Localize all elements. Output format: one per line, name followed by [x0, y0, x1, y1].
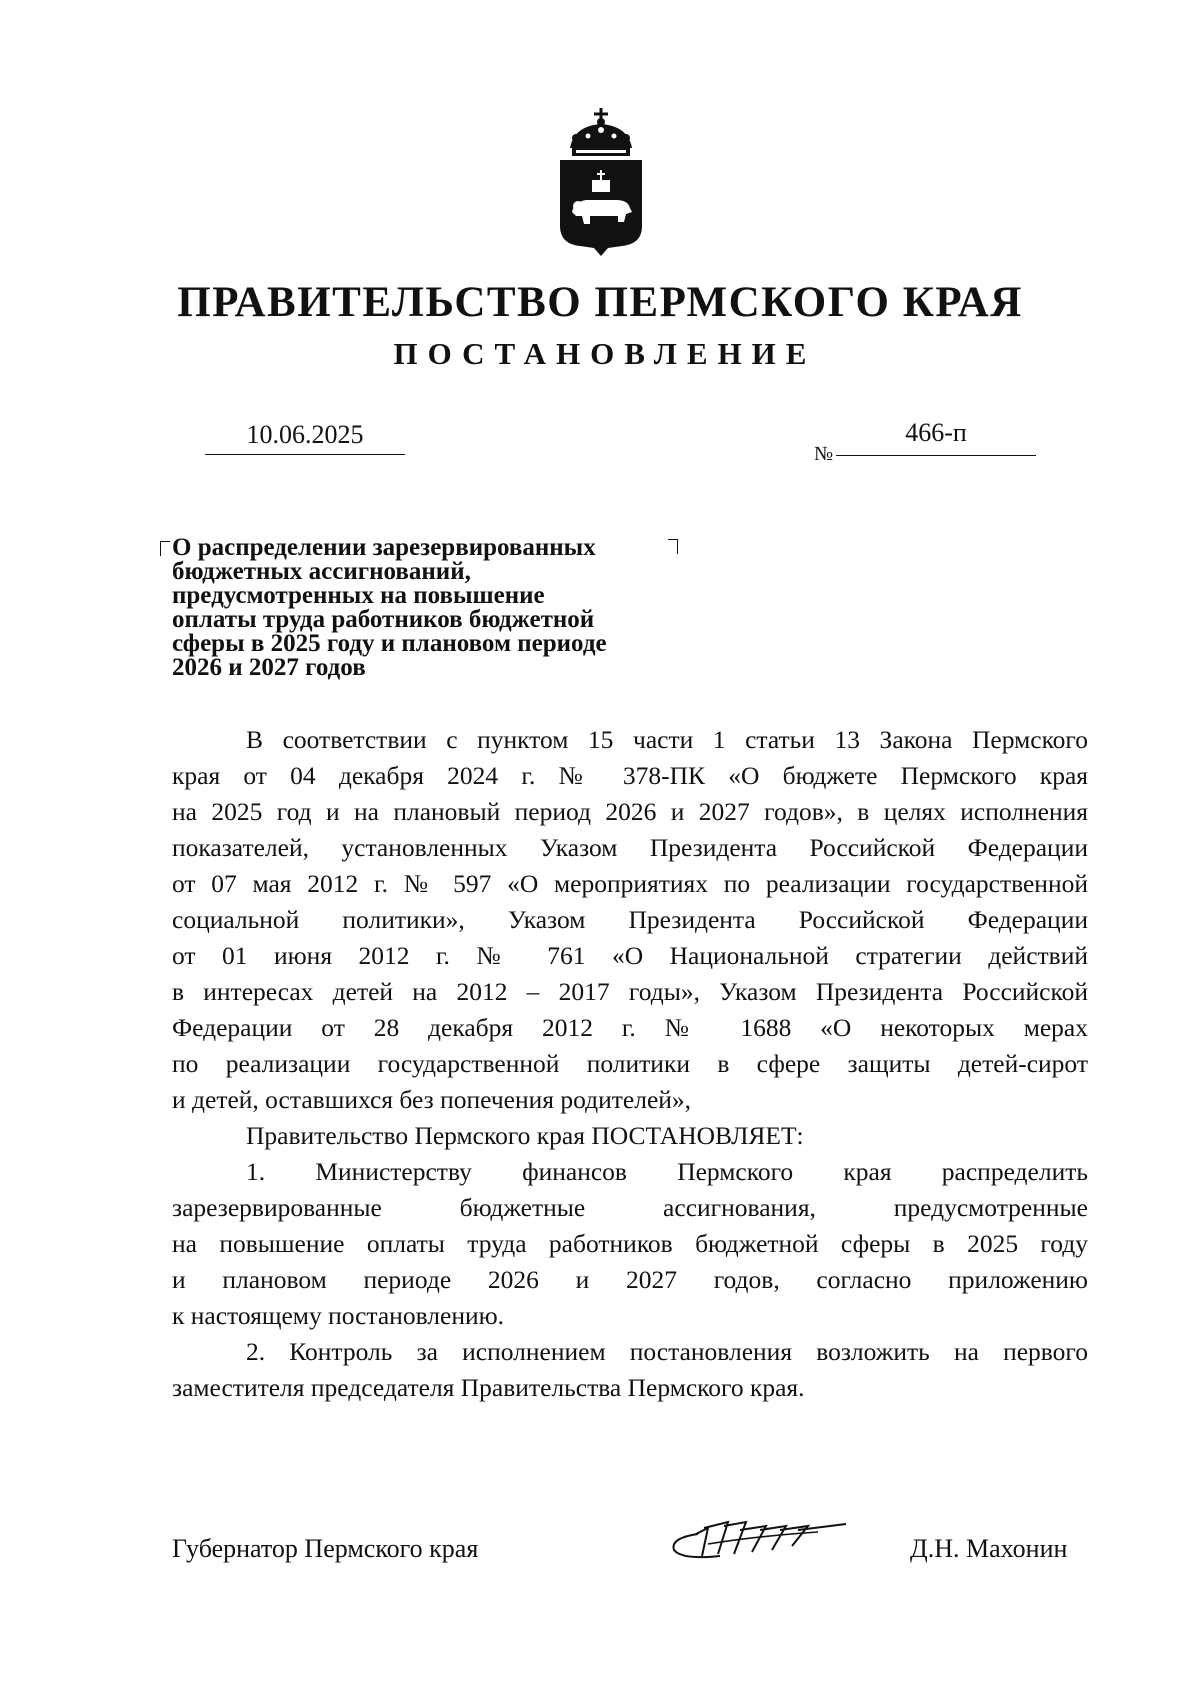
document-subject [172, 536, 672, 680]
date-underline [205, 454, 405, 455]
document-type: ПОСТАНОВЛЕНИЕ [393, 336, 817, 371]
handwritten-signature-icon [668, 1516, 854, 1562]
preamble-line: от 07 мая 2012 г. № 597 «О мероприятиях по реализации государственной [172, 869, 1088, 898]
document-body [172, 722, 1088, 1406]
signatory-position: Губернатор Пермского края [172, 1534, 479, 1563]
signatory-name: Д.Н. Махонин [910, 1534, 1068, 1563]
date-value: 10.06.2025 [246, 420, 364, 449]
subject-line: оплаты труда работников бюджетной [172, 606, 595, 633]
number-label: № [814, 443, 834, 465]
resolves-line: Правительство Пермского края ПОСТАНОВЛЯЕТ: [246, 1121, 804, 1150]
preamble-line: в интересах детей на 2012 – 2017 годы», Указом Президента Российской [172, 977, 1088, 1006]
subject-line: О распределении зарезервированных [172, 534, 596, 561]
preamble-line: социальной политики», Указом Президента Российской Федерации [172, 905, 1088, 934]
item2-line: заместителя председателя Правительства Пермского края. [172, 1373, 805, 1402]
item1-line: на повышение оплаты труда работников бюджетной сферы в 2025 году [172, 1229, 1088, 1258]
preamble-line: и детей, оставшихся без попечения родителей», [172, 1085, 692, 1114]
item1-line: зарезервированные бюджетные ассигнования, предусмотренные [172, 1193, 1088, 1222]
preamble-line: показателей, установленных Указом Президента Российской Федерации [172, 833, 1088, 862]
document-number [836, 418, 1036, 456]
preamble-line: по реализации государственной политики в сфере защиты детей-сирот [172, 1049, 1088, 1078]
preamble-line: края от 04 декабря 2024 г. № 378-ПК «О бюджете Пермского края [172, 761, 1088, 790]
item1-line: к настоящему постановлению. [172, 1301, 505, 1330]
preamble-line: от 01 июня 2012 г. № 761 «О Национальной стратегии действий [172, 941, 1088, 970]
subject-line: сферы в 2025 году и плановом периоде [172, 630, 607, 657]
preamble-line: Федерации от 28 декабря 2012 г. № 1688 «О некоторых мерах [172, 1013, 1088, 1042]
subject-line: 2026 и 2027 годов [172, 654, 366, 681]
subject-line: предусмотренных на повышение [172, 582, 545, 609]
item1-line: 1. Министерству финансов Пермского края распределить [246, 1157, 1088, 1186]
subject-line: бюджетных ассигнований, [172, 558, 471, 585]
item2-line: 2. Контроль за исполнением постановления возложить на первого [246, 1337, 1088, 1366]
perm-krai-coat-of-arms-icon [556, 108, 646, 258]
preamble-line: на 2025 год и на плановый период 2026 и 2027 годов», в целях исполнения [172, 797, 1088, 826]
number-value: 466-п [905, 418, 967, 447]
number-underline [836, 455, 1036, 456]
organization-title: ПРАВИТЕЛЬСТВО ПЕРМСКОГО КРАЯ [177, 279, 1023, 326]
document-date [205, 420, 405, 455]
item1-line: и плановом периоде 2026 и 2027 годов, согласно приложению [172, 1265, 1088, 1294]
subject-corner-left [160, 541, 170, 556]
preamble-line: В соответствии с пунктом 15 части 1 статьи 13 Закона Пермского [246, 725, 1088, 754]
